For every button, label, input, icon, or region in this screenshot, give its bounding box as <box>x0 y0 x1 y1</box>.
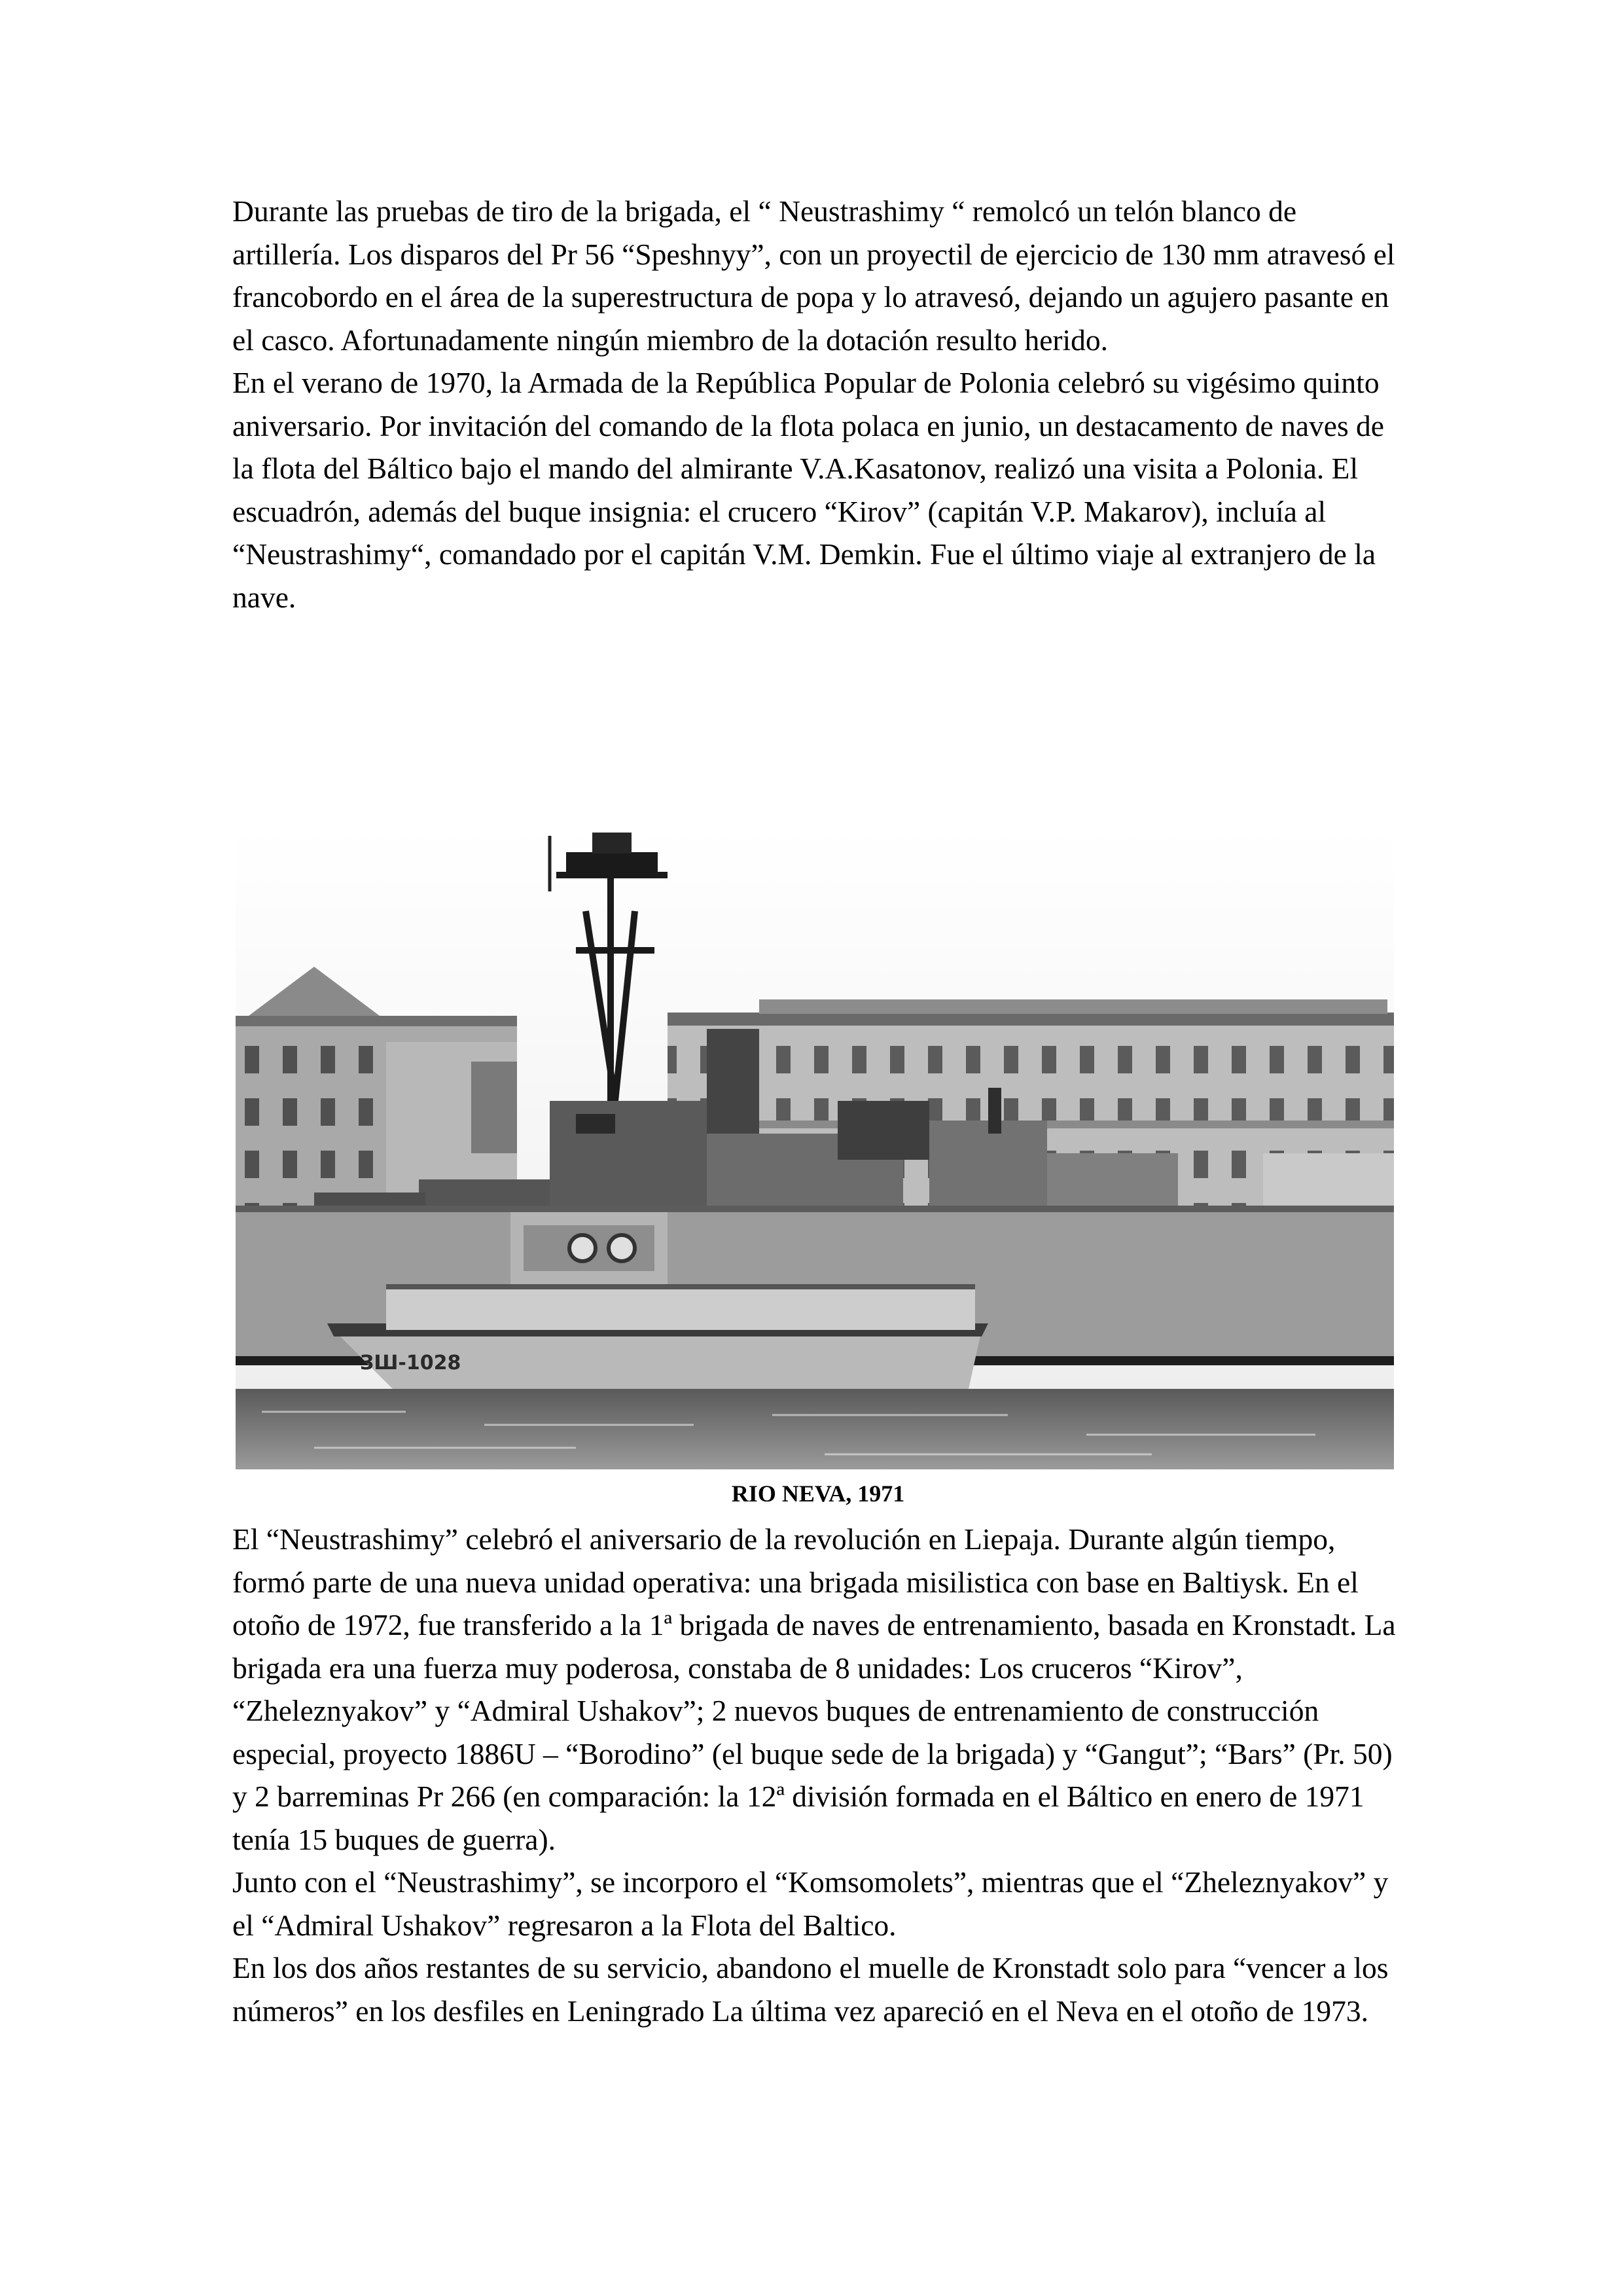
paragraph-final-years: En los dos años restantes de su servicio, abandono el muelle de Kronstadt solo para “vencer a los números” en los desfiles en Leningrado La última vez apareció en el Neva en el otoño de 1973. <box>232 1951 1389 2028</box>
paragraph-poland-visit: En el verano de 1970, la Armada de la República Popular de Polonia celebró su vigésimo quinto aniversario. Por invitación del comando de la flota polaca en junio, un destacamento de naves de la flota del Báltico bajo el mando del almirante V.A.Kasatonov, realizó una visita a Polonia. El escuadrón, además del buque insignia: el crucero “Kirov” (capitán V.P. Makarov), incluía al “Neustrashimy“, comandado por el capitán V.M. Demkin. Fue el último viaje al extranjero de la nave. <box>232 366 1384 614</box>
ship-photo <box>236 826 1394 1469</box>
river-water <box>236 1389 1394 1469</box>
paragraph-liepaja: El “Neustrashimy” celebró el aniversario de la revolución en Liepaja. Durante algún tiempo, formó parte de una nueva unidad operativa: una brigada misilistica con base en Baltiysk. En el otoño de 1972, fue transferido a la 1ª brigada de naves de entrenamiento, basada en Kronstadt. La brigada era una fuerza muy poderosa, constaba de 8 unidades: Los cruceros “Kirov”, “Zheleznyakov” y “Admiral Ushakov”; 2 nuevos buques de entrenamiento de construcción especial, proyecto 1886U – “Borodino” (el buque sede de la brigada) y “Gangut”; “Bars” (Pr. 50) y 2 barreminas Pr 266 (en comparación: la 12ª división formada en el Báltico en enero de 1971 tenía 15 buques de guerra). <box>232 1522 1396 1856</box>
photo-caption: RIO NEVA, 1971 <box>731 1480 905 1507</box>
boat-hull-number: ЗШ-1028 <box>360 1352 461 1374</box>
top-text-block <box>232 190 1404 619</box>
paragraph-firing-trials: Durante las pruebas de tiro de la brigada, el “ Neustrashimy “ remolcó un telón blanco de artillería. Los disparos del Pr 56 “Speshnyy”, con un proyectil de ejercicio de 130 mm atravesó el francobordo en el área de la superestructura de popa y lo atravesó, dejando un agujero pasante en el casco. Afortunadamente ningún miembro de la dotación resulto herido. <box>232 194 1395 357</box>
paragraph-komsomolets: Junto con el “Neustrashimy”, se incorporo el “Komsomolets”, mientras que el “Zheleznyakov” y el “Admiral Ushakov” regresaron a la Flota del Baltico. <box>232 1865 1389 1942</box>
bottom-text-block <box>232 1518 1404 2032</box>
